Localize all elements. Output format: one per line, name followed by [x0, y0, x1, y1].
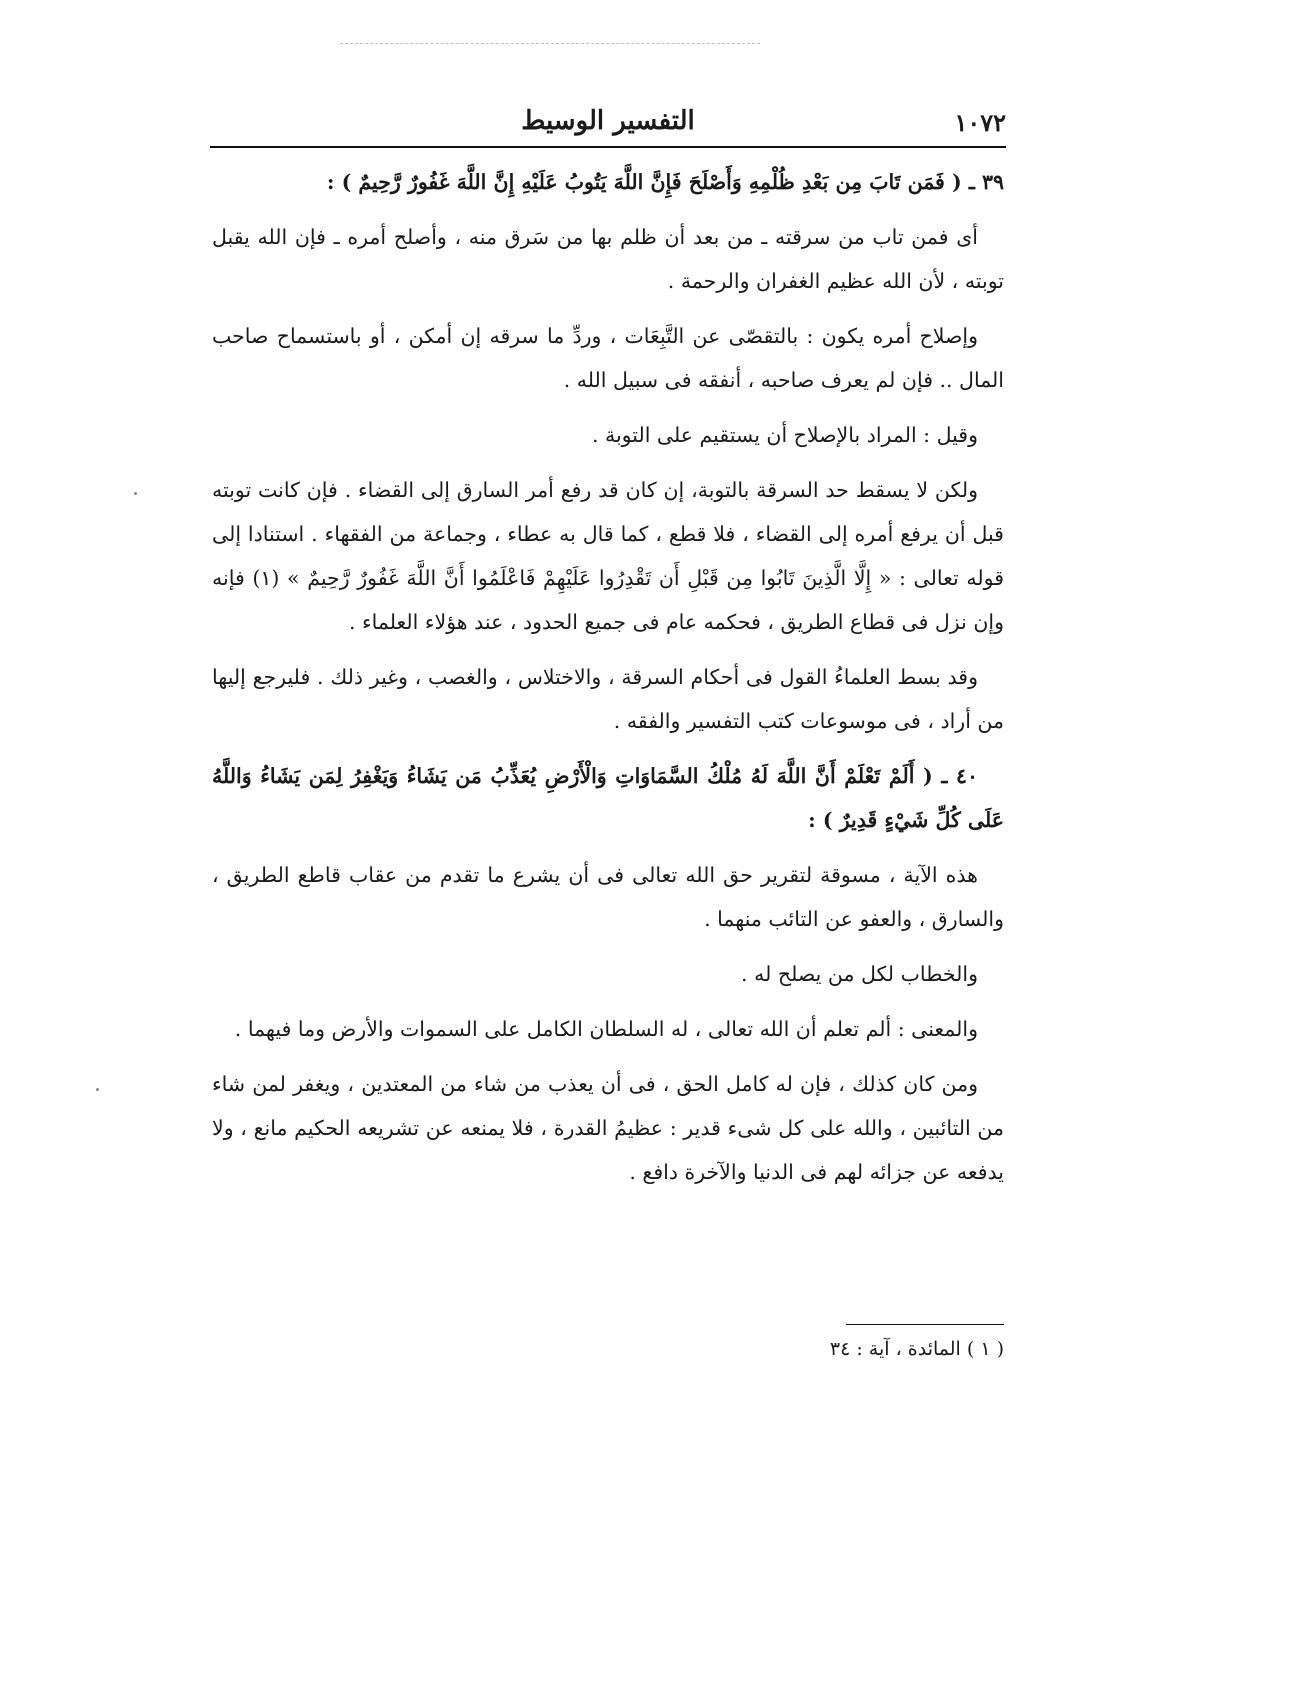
paragraph: وإصلاح أمره يكون : بالتقصّى عن التَّبِعَات ، وردِّ ما سرقه إن أمكن ، أو باستسماح صاحب المال .. فإن لم يعرف صاحبه ، أنفقه فى سبيل الله . [212, 324, 1004, 392]
running-title: التفسير الوسيط [521, 106, 695, 136]
footnote: ( ١ ) المائدة ، آية : ٣٤ [829, 1338, 1004, 1360]
paragraph: وقد بسط العلماءُ القول فى أحكام السرقة ، والاختلاس ، والغصب ، وغير ذلك . فليرجع إليها من أراد ، فى موسوعات كتب التفسير والفقه . [212, 665, 1004, 733]
paragraph: ولكن لا يسقط حد السرقة بالتوبة، إن كان قد رفع أمر السارق إلى القضاء . فإن كانت توبته قبل أن يرفع أمره إلى القضاء ، فلا قطع ، كما قال به عطاء ، وجماعة من الفقهاء . استنادا إلى قوله تعالى : « إِلَّا الَّذِينَ تَابُوا مِن قَبْلِ أَن تَقْدِرُوا عَلَيْهِمْ فَاعْلَمُوا أَنَّ اللَّهَ غَفُورٌ رَّحِيمٌ » (١) فإنه وإن نزل فى قطاع الطريق ، فحكمه عام فى جميع الحدود ، عند هؤلاء العلماء . [212, 478, 1004, 634]
paragraph: أى فمن تاب من سرقته ـ من بعد أن ظلم بها من سَرق منه ، وأصلح أمره ـ فإن الله يقبل توبته ، لأن الله عظيم الغفران والرحمة . [212, 225, 1004, 293]
main-text [212, 160, 1004, 1205]
header-rule [210, 146, 1006, 148]
scan-artifact-line [340, 43, 760, 44]
page-number: ١٠٧٢ [954, 108, 1006, 137]
paragraph: وقيل : المراد بالإصلاح أن يستقيم على التوبة . [591, 423, 978, 447]
verse-39-heading: ٣٩ ـ ( فَمَن تَابَ مِن بَعْدِ ظُلْمِهِ وَأَصْلَحَ فَإِنَّ اللَّهَ يَتُوبُ عَلَيْهِ إِنَّ اللَّهَ غَفُورٌ رَّحِيمٌ ) : [326, 170, 1004, 194]
margin-speck [134, 492, 137, 495]
paragraph: هذه الآية ، مسوقة لتقرير حق الله تعالى فى أن يشرع ما تقدم من عقاب قاطع الطريق ، والسارق ، والعفو عن التائب منهما . [212, 863, 1004, 931]
paragraph: ومن كان كذلك ، فإن له كامل الحق ، فى أن يعذب من شاء من المعتدين ، ويغفر لمن شاء من التائبين ، والله على كل شىء قدير : عظيمُ القدرة ، فلا يمنعه عن تشريعه الحكيم مانع ، ولا يدفعه عن جزائه لهم فى الدنيا والآخرة دافع . [212, 1072, 1004, 1184]
paragraph: والخطاب لكل من يصلح له . [741, 962, 978, 986]
margin-speck [96, 1088, 99, 1091]
footnote-rule [846, 1324, 1004, 1325]
page-header [210, 104, 1006, 144]
verse-40-heading: ٤٠ ـ ( أَلَمْ تَعْلَمْ أَنَّ اللَّهَ لَهُ مُلْكُ السَّمَاوَاتِ وَالْأَرْضِ يُعَذِّبُ مَن يَشَاءُ وَيَغْفِرُ لِمَن يَشَاءُ وَاللَّهُ عَلَى كُلِّ شَيْءٍ قَدِيرٌ ) : [212, 764, 1004, 832]
paragraph: والمعنى : ألم تعلم أن الله تعالى ، له السلطان الكامل على السموات والأرض وما فيهما . [234, 1017, 978, 1041]
